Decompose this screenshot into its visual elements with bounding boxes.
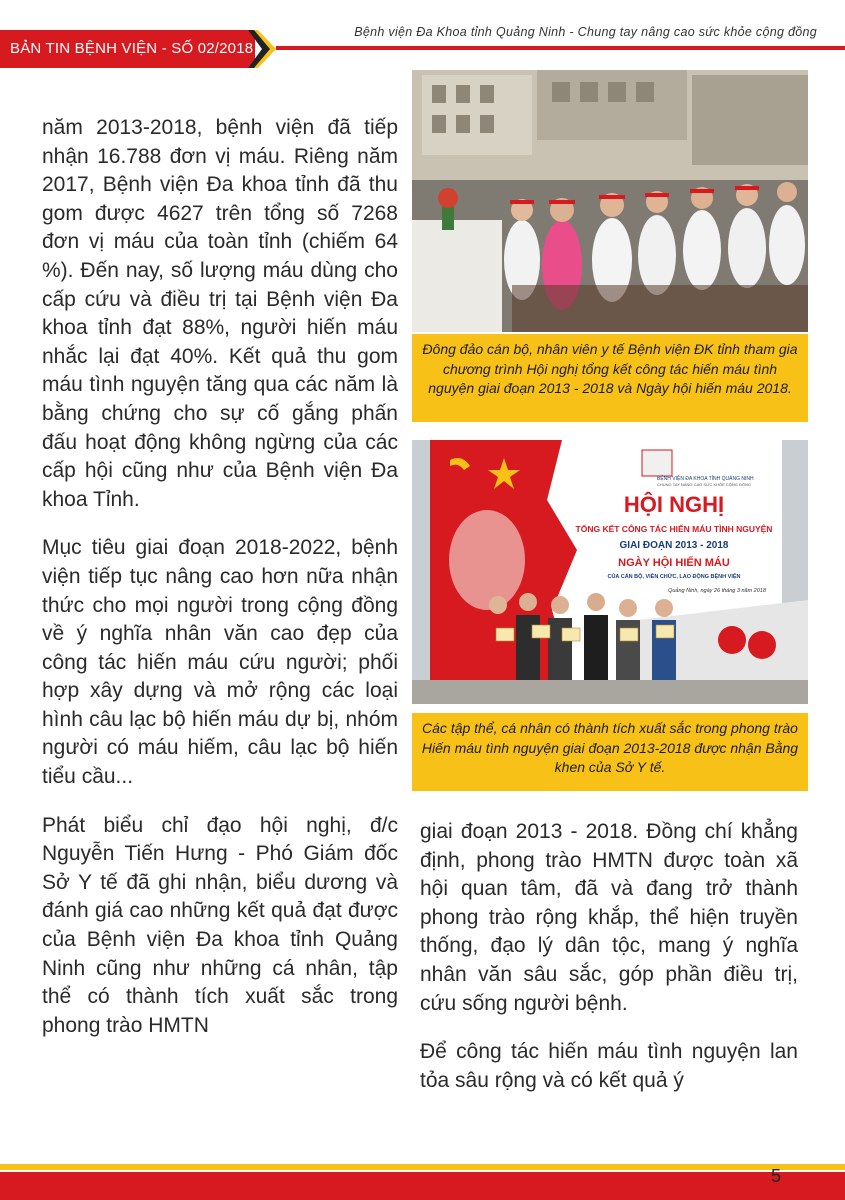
header-tagline: Bệnh viện Đa Khoa tỉnh Quảng Ninh - Chung tay nâng cao sức khỏe cộng đồng bbox=[354, 25, 817, 39]
photo-award-ceremony bbox=[412, 440, 808, 704]
paragraph: Mục tiêu giai đoạn 2018-2022, bệnh viện tiếp tục nâng cao hơn nữa nhận thức cho mọi người trong cộng đồng về ý nghĩa nhân văn cao đẹp của công tác hiến máu cứu người; phối hợp xây dựng và mở rộng các loại hình câu lạc bộ hiến máu dự bị, nhóm người có máu hiếm, câu lạc bộ hiến tiểu cầu... bbox=[42, 536, 398, 789]
footer-accent-stripe bbox=[0, 1164, 845, 1170]
banner-org-sub: CHUNG TAY NÂNG CAO SỨC KHỎE CỘNG ĐỒNG bbox=[657, 482, 752, 487]
newsletter-label: BẢN TIN BỆNH VIỆN - SỐ 02/2018 bbox=[10, 40, 254, 57]
banner-line: TỔNG KẾT CÔNG TÁC HIẾN MÁU TÌNH NGUYỆN bbox=[575, 524, 773, 534]
paragraph: Để công tác hiến máu tình nguyện lan tỏa sâu rộng và có kết quả ý bbox=[420, 1040, 798, 1092]
paragraph: Phát biểu chỉ đạo hội nghị, đ/c Nguyễn Tiến Hưng - Phó Giám đốc Sở Y tế đã ghi nhận, biểu dương và đánh giá cao những kết quả đạt được của Bệnh viện Đa khoa tỉnh Quảng Ninh cũng như những cá nhân, tập thể có thành tích xuất sắc trong phong trào HMTN bbox=[42, 813, 398, 1037]
photo-audience bbox=[412, 70, 808, 332]
banner-title: HỘI NGHỊ bbox=[623, 492, 725, 517]
paragraph: giai đoạn 2013 - 2018. Đồng chí khẳng định, phong trào HMTN được toàn xã hội quan tâm, đã và đang trở thành phong trào rộng khắp, thể hiện truyền thống, đạo lý dân tộc, mang ý nghĩa nhân văn sâu sắc, góp phần điều trị, cứu sống người bệnh. bbox=[420, 820, 798, 1015]
header-rule bbox=[276, 46, 845, 50]
photo-caption: Các tập thể, cá nhân có thành tích xuất sắc trong phong trào Hiến máu tình nguyện giai đoạn 2013-2018 được nhận Bằng khen của Sở Y tế. bbox=[412, 713, 808, 791]
banner-line: CỦA CÁN BỘ, VIÊN CHỨC, LAO ĐỘNG BỆNH VIỆN bbox=[607, 574, 741, 580]
banner-line: GIAI ĐOẠN 2013 - 2018 bbox=[619, 540, 729, 551]
paragraph: năm 2013-2018, bệnh viện đã tiếp nhận 16.788 đơn vị máu. Riêng năm 2017, Bệnh viện Đa khoa tỉnh đã thu gom được 4627 trên tổng số 7268 đơn vị máu của toàn tỉnh (chiếm 64 %). Đến nay, số lượng máu dùng cho cấp cứu và điều trị tại Bệnh viện Đa khoa tỉnh đạt 88%, người hiến máu nhắc lại đạt 40%. Kết quả thu gom máu tình nguyện tăng qua các năm là bằng chứng cho sự cố gắng phấn đấu hoạt động không ngừng của các cấp hội cũng như của Bệnh viện Đa khoa Tỉnh. bbox=[42, 116, 398, 511]
right-column bbox=[420, 818, 798, 1115]
photo-caption: Đông đảo cán bộ, nhân viên y tế Bệnh viện ĐK tỉnh tham gia chương trình Hội nghị tổng kết công tác hiến máu tình nguyện giai đoạn 2013 - 2018 và Ngày hội hiến máu 2018. bbox=[412, 334, 808, 422]
banner-line: NGÀY HỘI HIẾN MÁU bbox=[618, 557, 730, 569]
audience-illustration bbox=[412, 70, 808, 332]
ceremony-illustration bbox=[412, 440, 808, 704]
banner-date: Quảng Ninh, ngày 26 tháng 3 năm 2018 bbox=[668, 588, 766, 594]
left-column bbox=[42, 114, 398, 1060]
page-number: 5 bbox=[770, 1166, 781, 1186]
header-chevron bbox=[248, 30, 276, 68]
footer-band bbox=[0, 1172, 845, 1200]
banner-org: BỆNH VIỆN ĐA KHOA TỈNH QUẢNG NINH bbox=[657, 476, 754, 482]
